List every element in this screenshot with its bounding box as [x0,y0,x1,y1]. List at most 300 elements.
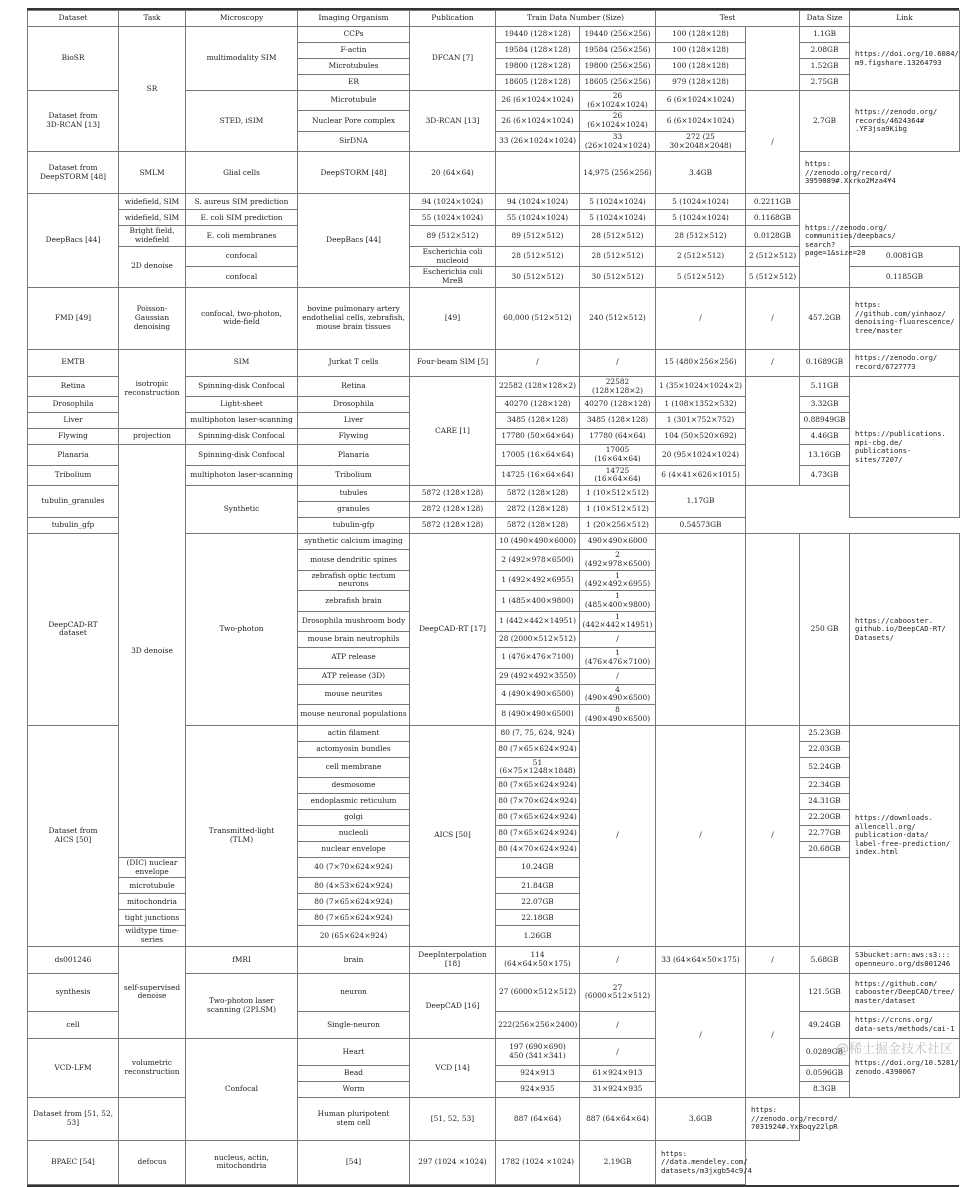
table-cell: Bright field, widefield [119,226,186,246]
table-cell: 3485 (128×128) [580,413,656,429]
table-cell: 240 (512×512) [580,287,656,349]
table-cell: 3.32GB [800,397,850,413]
table-cell: 4.46GB [800,429,850,445]
table-cell: Single-neuron [298,1011,410,1038]
table-cell: 33 (26×1024×1024) [496,131,580,151]
header-data-size: Data Size [800,11,850,27]
table-cell: mouse dendritic spines [298,550,410,570]
table-cell: 1.52GB [800,59,850,75]
table-cell: 14,975 (256×256) [580,152,656,194]
table-row [28,946,960,973]
table-cell: / [580,668,656,684]
table-cell: Retina [298,376,410,396]
table-body [28,27,960,1185]
table-cell: Two-photon [186,534,298,725]
table-cell: 21.84GB [496,878,580,894]
link-cell[interactable]: https://zenodo.org/ record/6727773 [850,349,960,376]
table-cell: 26 (6×1024×1024) [580,111,656,131]
table-cell: 100 (128×128) [656,27,746,43]
table-cell: SIM [186,349,298,376]
table-cell: 2.19GB [580,1140,656,1184]
table-cell: 33 (64×64×50×175) [656,946,746,973]
table-cell: 1 (10×512×512) [580,502,656,518]
table-cell: 5872 (128×128) [410,518,496,534]
table-cell: 5 (1024×1024) [656,210,746,226]
table-cell: fMRI [186,946,298,973]
table-cell: 3D denoise [119,445,186,858]
table-cell: mouse brain neutrophils [298,632,410,648]
table-row [28,194,960,210]
link-cell[interactable]: https://downloads. allencell.org/ publication-data/ label-free-prediction/ index.html [850,725,960,946]
table-cell: Dataset from DeepSTORM [48] [28,152,119,194]
table-cell: 51 (6×75×1248×1848) [496,757,580,777]
table-row [28,287,960,349]
header-dataset: Dataset [28,11,119,27]
link-cell[interactable]: https://zenodo.org/ communities/deepbacs/ search?page=1&size=20 [800,194,850,287]
table-cell: / [580,1038,656,1065]
table-cell: Transmitted-light (TLM) [186,725,298,946]
table-cell: isotropic reconstruction [119,349,186,428]
table-cell: nucleus, actin, mitochondria [186,1140,298,1184]
table-cell: 22582 (128×128×2) [496,376,580,396]
table-cell: 100 (128×128) [656,59,746,75]
table-cell: 1.1GB [800,27,850,43]
table-cell: 30 (512×512) [580,267,656,287]
table-cell: Spinning-disk Confocal [186,429,298,445]
table-cell: 0.1168GB [746,210,800,226]
table-cell: confocal [186,267,298,287]
table-cell: 8.3GB [800,1081,850,1097]
table-cell: 28 (2000×512×512) [496,632,580,648]
table-cell: Microtubule [298,91,410,111]
table-cell: DeepInterpolation [18] [410,946,496,973]
table-cell: confocal, two-photon, wide-field [186,287,298,349]
table-cell: 10.24GB [496,857,580,877]
table-cell: 1782 (1024 ×1024) [496,1140,580,1184]
table-cell: golgi [298,809,410,825]
table-cell: 250 GB [800,534,850,725]
table-cell: 1.17GB [656,486,746,518]
table-cell: 40 (7×70×624×924) [298,857,410,877]
table-cell: Worm [298,1081,410,1097]
table-cell: [54] [298,1140,410,1184]
table-cell: / [580,1011,656,1038]
table-cell: 80 (7×65×624×924) [496,741,580,757]
table-cell: 1 (442×442×14951) [496,611,580,631]
link-cell[interactable]: https: //zenodo.org/record/ 7031924#.YxBoqy22lpR [746,1097,800,1140]
table-cell: 25.23GB [800,725,850,741]
link-cell[interactable]: https: //data.mendeley.com/ datasets/m3jxgb54c9/4 [656,1140,746,1184]
table-cell: 1.26GB [496,926,580,946]
table-cell: 457.2GB [800,287,850,349]
link-cell[interactable]: https://cabooster. github.io/DeepCAD-RT/ Datasets/ [850,534,960,725]
table-cell: 1 (35×1024×1024×2) [656,376,746,396]
table-cell: 80 (7, 75, 624, 924) [496,725,580,741]
table-cell: BioSR [28,27,119,91]
table-cell: Escherichia coli MreB [410,267,496,287]
table-cell: CARE [1] [410,376,496,485]
link-cell[interactable]: https://github.com/ cabooster/DeepCAD/tree/ master/dataset [850,973,960,1011]
table-cell: 94 (1024×1024) [410,194,496,210]
header-imaging-organism: Imaging Organism [298,11,410,27]
table-cell: / [580,349,656,376]
table-cell: actomyosin bundles [298,741,410,757]
table-cell: S. aureus SIM prediction [186,194,298,210]
link-cell[interactable]: https://crcns.org/ data-sets/methods/cai-1 [850,1011,960,1038]
table-cell: FMD [49] [28,287,119,349]
table-cell: / [496,349,580,376]
table-cell: 1 (108×1352×532) [656,397,746,413]
table-cell: Poisson-Gaussian denoising [119,287,186,349]
table-cell: 104 (50×520×692) [656,429,746,445]
table-cell: 19800 (128×128) [496,59,580,75]
table-cell: F-actin [298,43,410,59]
table-cell: 5 (1024×1024) [580,194,656,210]
table-cell: SMLM [119,152,186,194]
table-cell: / [746,946,800,973]
table-cell: 0.0081GB [850,246,960,266]
table-cell: 0.88949GB [800,413,850,429]
table-cell: SirDNA [298,131,410,151]
table-cell: E. coli membranes [186,226,298,246]
table-cell: Dataset from [51, 52, 53] [28,1097,119,1140]
table-cell: 5 (1024×1024) [580,210,656,226]
table-cell: Drosophila [28,397,119,413]
table-cell: 490×490×6000 [580,534,656,550]
table-cell: Heart [298,1038,410,1065]
table-cell: 2 (492×978×6500) [496,550,580,570]
table-cell: 49.24GB [800,1011,850,1038]
table-cell [496,152,580,194]
table-cell: 19584 (128×128) [496,43,580,59]
table-cell: 1 (485×400×9800) [580,591,656,611]
table-cell: Retina [28,376,119,396]
table-cell: STED, iSIM [186,91,298,152]
table-cell: Flywing [298,429,410,445]
table-cell: / [656,725,746,946]
table-cell: Human pluripotent stem cell [298,1097,410,1140]
table-cell: ATP release [298,648,410,668]
table-cell: 4.73GB [800,465,850,485]
table-cell: 20 (95×1024×1024) [656,445,746,465]
table-cell [656,534,746,725]
table-cell: brain [298,946,410,973]
table-cell: tubules [298,486,410,502]
table-cell: 40270 (128×128) [496,397,580,413]
table-row [28,152,960,194]
table-cell: 8 (490×490×6500) [580,705,656,725]
table-cell: microtubule [119,878,186,894]
table-cell: 4 (490×490×6500) [496,684,580,704]
table-cell: widefield, SIM [119,210,186,226]
table-cell: 887 (64×64×64) [580,1097,656,1140]
table-cell: 89 (512×512) [496,226,580,246]
table-cell: multimodality SIM [186,27,298,91]
table-cell: 6 (6×1024×1024) [656,111,746,131]
table-cell [746,534,800,725]
link-cell[interactable]: https://publications. mpi-cbg.de/ publications-sites/7207/ [850,376,960,517]
table-cell: 27 (6000×512×512) [580,973,656,1011]
table-cell: 17005 (16×64×64) [496,445,580,465]
table-cell: VCD-LFM [28,1038,119,1097]
table-cell: zebrafish brain [298,591,410,611]
table-cell: DFCAN [7] [410,27,496,91]
table-cell: 33 (26×1024×1024) [580,131,656,151]
table-cell: 1 (492×492×6955) [496,570,580,590]
table-cell: 19440 (256×256) [580,27,656,43]
dataset-table-page [27,8,959,1187]
table-cell: 80 (7×65×624×924) [298,910,410,926]
table-cell: 61×924×913 [580,1065,656,1081]
table-cell: 2.75GB [800,75,850,91]
table-cell: nucleoli [298,825,410,841]
table-cell: 22.34GB [800,777,850,793]
table-cell: 5 (1024×1024) [656,194,746,210]
table-cell: Dataset from 3D-RCAN [13] [28,91,119,152]
table-cell: 979 (128×128) [656,75,746,91]
table-cell: Jurkat T cells [298,349,410,376]
table-cell: AICS [50] [410,725,496,946]
table-row [28,27,960,43]
table-cell: 22.03GB [800,741,850,757]
table-cell: Drosophila [298,397,410,413]
table-cell: 0.1185GB [850,267,960,287]
table-cell: 80 (7×65×624×924) [298,894,410,910]
table-cell: 5 (512×512) [656,267,746,287]
table-cell: Flywing [28,429,119,445]
table-cell: 15 (480×256×256) [656,349,746,376]
table-cell: 924×935 [496,1081,580,1097]
table-cell: actin filament [298,725,410,741]
table-cell: 5.68GB [800,946,850,973]
table-cell: ER [298,75,410,91]
table-cell: Liver [298,413,410,429]
table-cell: Spinning-disk Confocal [186,376,298,396]
table-cell: 8 (490×490×6500) [496,705,580,725]
table-cell: / [580,946,656,973]
table-cell: Synthetic [186,486,298,534]
table-cell: confocal [186,246,298,266]
table-cell: Tribolium [298,465,410,485]
table-cell: [49] [410,287,496,349]
table-cell: 272 (25 30×2048×2048) [656,131,746,151]
table-cell: 2 (512×512) [656,246,746,266]
header-publication: Publication [410,11,496,27]
table-cell: 0.0128GB [746,226,800,246]
table-cell: 2D denoise [119,246,186,287]
table-cell: 2.08GB [800,43,850,59]
table-cell: 28 (512×512) [580,226,656,246]
table-cell: neuron [298,973,410,1011]
table-cell: 1 (476×476×7100) [580,648,656,668]
table-cell: Dataset from AICS [50] [28,725,119,946]
table-cell: / [580,725,656,946]
table-cell: 5872 (128×128) [496,486,580,502]
table-cell: 28 (512×512) [496,246,580,266]
table-cell: / [580,632,656,648]
table-cell: 222(256×256×2400) [496,1011,580,1038]
table-cell: 26 (6×1024×1024) [580,91,656,111]
table-cell: 17005 (16×64×64) [580,445,656,465]
table-cell: 20 (64×64) [410,152,496,194]
table-cell: 2 (512×512) [746,246,800,266]
table-cell: 40270 (128×128) [580,397,656,413]
table-cell: / [746,973,800,1097]
table-cell: 924×913 [496,1065,580,1081]
table-cell: zebrafish optic tectum neurons [298,570,410,590]
table-cell: 26 (6×1024×1024) [496,91,580,111]
table-cell: 31×924×935 [580,1081,656,1097]
table-cell: / [746,349,800,376]
link-cell[interactable]: https://doi.org/10.6084/ m9.figshare.13264793 [850,27,960,91]
table-cell: [51, 52, 53] [410,1097,496,1140]
table-cell: / [746,725,800,946]
table-cell: 22.07GB [496,894,580,910]
table-cell: tubulin-gfp [298,518,410,534]
header-test: Test [656,11,800,27]
header-row [28,11,960,27]
table-cell: DeepBacs [44] [28,194,119,287]
table-cell: 80 (4×70×624×924) [496,841,580,857]
table-cell: wildtype time-series [119,926,186,946]
table-cell: 18605 (128×128) [496,75,580,91]
header-train-data: Train Data Number (Size) [496,11,656,27]
table-cell: Planaria [28,445,119,465]
table-cell: / [746,287,800,349]
table-cell: 14725 (16×64×64) [580,465,656,485]
table-cell: 80 (7×65×624×924) [496,777,580,793]
table-cell: Drosophila mushroom body [298,611,410,631]
table-cell: 2872 (128×128) [410,502,496,518]
table-cell: mouse neurites [298,684,410,704]
table-cell: synthetic calcium imaging [298,534,410,550]
link-cell[interactable]: https: //zenodo.org/record/ 3959089#.Xxrko2Mza4¥4 [800,152,850,194]
table-cell: 3.4GB [656,152,746,194]
link-cell[interactable]: https://doi.org/10.5281/ zenodo.4390067 [850,1038,960,1097]
table-cell: 19440 (128×128) [496,27,580,43]
table-cell: / [656,287,746,349]
table-cell: 6 (4×41×626×1015) [656,465,746,485]
table-cell: 22.18GB [496,910,580,926]
table-cell: Spinning-disk Confocal [186,445,298,465]
table-cell: 80 (7×70×624×924) [496,793,580,809]
table-cell: 94 (1024×1024) [496,194,580,210]
table-cell: 6 (6×1024×1024) [656,91,746,111]
table-cell: 22.77GB [800,825,850,841]
table-cell: 3485 (128×128) [496,413,580,429]
table-cell: 5.11GB [800,376,850,396]
table-cell: multiphoton laser-scanning [186,465,298,485]
table-cell: 100 (128×128) [656,43,746,59]
table-cell: 0.0289GB [800,1038,850,1065]
table-cell: Microtubules [298,59,410,75]
link-cell[interactable]: https://zenodo.org/ records/4624364# .YF3jsa9Kibg [850,91,960,152]
table-cell: 19584 (256×256) [580,43,656,59]
table-cell: DeepBacs [44] [298,194,410,287]
table-row [28,349,960,376]
table-cell: defocus [119,1140,186,1184]
table-cell: 29 (492×492×3550) [496,668,580,684]
table-cell: 1 (301×752×752) [656,413,746,429]
table-cell: 14725 (16×64×64) [496,465,580,485]
table-cell: 0.54573GB [656,518,746,534]
table-cell: cell [28,1011,119,1038]
header-microscopy: Microscopy [186,11,298,27]
table-cell: 30 (512×512) [496,267,580,287]
table-cell: 2.7GB [800,91,850,152]
table-cell [746,376,800,485]
table-cell: 20 (65×624×924) [298,926,410,946]
table-cell: 0.1689GB [800,349,850,376]
table-cell: 5872 (128×128) [410,486,496,502]
table-cell: endoplasmic reticulum [298,793,410,809]
table-cell: volumetric reconstruction [119,1038,186,1097]
table-cell: 13.16GB [800,445,850,465]
table-cell: widefield, SIM [119,194,186,210]
table-cell: 887 (64×64) [496,1097,580,1140]
table-cell: Light-sheet [186,397,298,413]
table-cell: 17780 (50×64×64) [496,429,580,445]
header-link: Link [850,11,960,27]
table-cell: 80 (7×65×624×924) [496,809,580,825]
table-cell: mouse neuronal populations [298,705,410,725]
table-cell: 1 (20×256×512) [580,518,656,534]
table-cell: 1 (476×476×7100) [496,648,580,668]
table-cell: 5 (512×512) [746,267,800,287]
table-cell: 28 (512×512) [580,246,656,266]
table-cell: bovine pulmonary artery endothelial cells, zebrafish, mouse brain tissues [298,287,410,349]
table-cell: DeepSTORM [48] [298,152,410,194]
table-cell: desmosome [298,777,410,793]
table-cell: 80 (4×53×624×924) [298,878,410,894]
table-cell: 22582 (128×128×2) [580,376,656,396]
table-cell: 2 (492×978×6500) [580,550,656,570]
table-cell: tubulin_gfp [28,518,119,534]
table-cell: tubulin_granules [28,486,119,518]
table-cell: Nuclear Pore complex [298,111,410,131]
table-cell: synthesis [28,973,119,1011]
table-cell: Four-beam SIM [5] [410,349,496,376]
table-cell: / [656,973,746,1097]
table-cell: ds001246 [28,946,119,973]
table-cell: 10 (490×490×6000) [496,534,580,550]
table-cell: 2872 (128×128) [496,502,580,518]
table-cell: cell membrane [298,757,410,777]
table-cell: 17780 (64×64) [580,429,656,445]
table-cell: 4 (490×490×6500) [580,684,656,704]
table-cell: nuclear envelope [298,841,410,857]
table-cell: E. coli SIM prediction [186,210,298,226]
table-cell: DeepCAD-RT dataset [28,534,119,725]
table-cell: Confocal [186,1038,298,1140]
table-cell: VCD [14] [410,1038,496,1097]
table-cell: EMTB [28,349,119,376]
link-cell[interactable]: https: //github.com/yinhaoz/ denoising-fluorescence/ tree/master [850,287,960,349]
table-cell [746,27,800,91]
table-cell: 27 (6000×512×512) [496,973,580,1011]
table-cell: 121.5GB [800,973,850,1011]
table-cell: Escherichia coli nucleoid [410,246,496,266]
table-cell: Liver [28,413,119,429]
table-cell: 297 (1024 ×1024) [410,1140,496,1184]
table-cell: 1 (485×400×9800) [496,591,580,611]
table-cell: 1 (10×512×512) [580,486,656,502]
table-cell: 197 (690×690) 450 (341×341) [496,1038,580,1065]
link-cell[interactable]: S3bucket:arn:aws:s3::: openneuro.org/ds001246 [850,946,960,973]
table-cell: 60,000 (512×512) [496,287,580,349]
table-cell: SR [119,27,186,152]
table-cell: 20.68GB [800,841,850,857]
